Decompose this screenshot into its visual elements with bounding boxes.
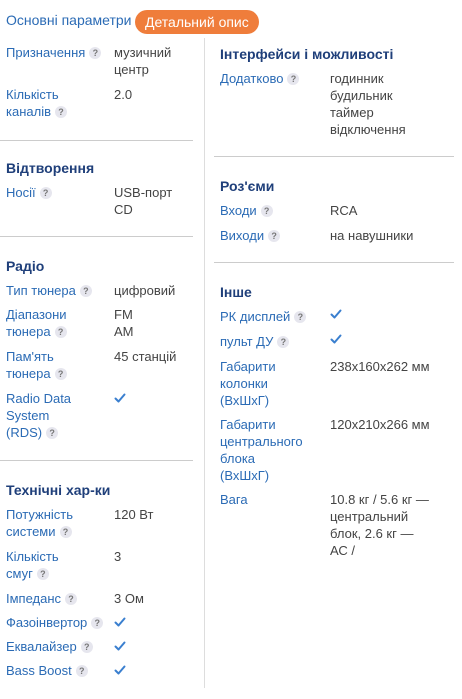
section-title-other: Інше [220,284,252,300]
spec-label: Кількість смуг ? [6,549,59,581]
spec-label: Додатково ? [220,70,299,87]
check-icon [114,616,126,628]
column-divider [204,38,205,688]
spec-label: Пам'ять тюнера ? [6,348,67,382]
spec-label: Вага [220,492,248,507]
spec-label: Фазоінвертор ? [6,614,103,631]
check-icon [330,333,342,345]
spec-value: 10.8 кг / 5.6 кг — центральний блок, 2.6 кг — АС / [330,492,429,558]
tab-basic-params[interactable]: Основні параметри [6,12,132,28]
spec-label: Radio Data System (RDS) ? [6,391,72,440]
spec-value: цифровий [114,283,176,298]
help-icon[interactable]: ? [287,73,299,85]
help-icon[interactable]: ? [55,326,67,338]
spec-value: 238x160x262 мм [330,359,430,374]
spec-label: Тип тюнера ? [6,282,92,299]
help-icon[interactable]: ? [55,368,67,380]
help-icon[interactable]: ? [46,427,58,439]
spec-label: Габарити колонки (ВхШхГ) [220,359,276,408]
help-icon[interactable]: ? [91,617,103,629]
spec-label: Габарити центрального блока (ВхШхГ) [220,417,303,483]
spec-value: FM AM [114,307,134,339]
help-icon[interactable]: ? [76,665,88,677]
section-divider [0,140,193,141]
spec-value: 120x210x266 мм [330,417,430,432]
spec-value: годинник будильник таймер відключення [330,71,406,137]
spec-label: Входи ? [220,202,273,219]
spec-value: USB-порт CD [114,185,173,217]
tab-bar [0,10,462,34]
help-icon[interactable]: ? [89,47,101,59]
help-icon[interactable]: ? [277,336,289,348]
spec-label: Діапазони тюнера ? [6,307,67,339]
spec-value: музичний центр [114,45,172,77]
spec-label: РК дисплей ? [220,308,306,325]
spec-value: 2.0 [114,87,133,102]
spec-label: Виходи ? [220,227,280,244]
section-divider [0,236,193,237]
spec-value: 45 станцій [114,349,177,364]
section-title-tech: Технічні хар-ки [6,482,111,498]
spec-label: Імпеданс ? [6,590,77,607]
section-divider [214,156,454,157]
spec-label: Призначення ? [6,44,101,61]
check-icon [114,392,126,404]
help-icon[interactable]: ? [40,187,52,199]
help-icon[interactable]: ? [294,311,306,323]
spec-label: Кількість каналів ? [6,86,67,120]
spec-label: пульт ДУ ? [220,333,289,350]
spec-label: Носії ? [6,184,52,201]
help-icon[interactable]: ? [65,593,77,605]
help-icon[interactable]: ? [261,205,273,217]
spec-value: 120 Вт [114,507,154,522]
tab-detailed-description[interactable]: Детальний опис [135,10,259,34]
spec-label: Еквалайзер ? [6,638,93,655]
spec-value: на навушники [330,228,414,243]
section-divider [214,262,454,263]
spec-label: Потужність системи ? [6,507,74,539]
check-icon [330,308,342,320]
help-icon[interactable]: ? [55,106,67,118]
help-icon[interactable]: ? [37,568,49,580]
spec-value: 3 Ом [114,591,144,606]
section-title-playback: Відтворення [6,160,95,176]
section-title-radio: Радіо [6,258,45,274]
spec-value: 3 [114,549,122,564]
section-title-interfaces: Інтерфейси і можливості [220,46,394,62]
help-icon[interactable]: ? [81,641,93,653]
section-divider [0,460,193,461]
spec-value: RCA [330,203,358,218]
check-icon [114,664,126,676]
help-icon[interactable]: ? [60,526,72,538]
check-icon [114,640,126,652]
help-icon[interactable]: ? [80,285,92,297]
spec-label: Bass Boost ? [6,662,88,679]
help-icon[interactable]: ? [268,230,280,242]
section-title-connectors: Роз'єми [220,178,275,194]
